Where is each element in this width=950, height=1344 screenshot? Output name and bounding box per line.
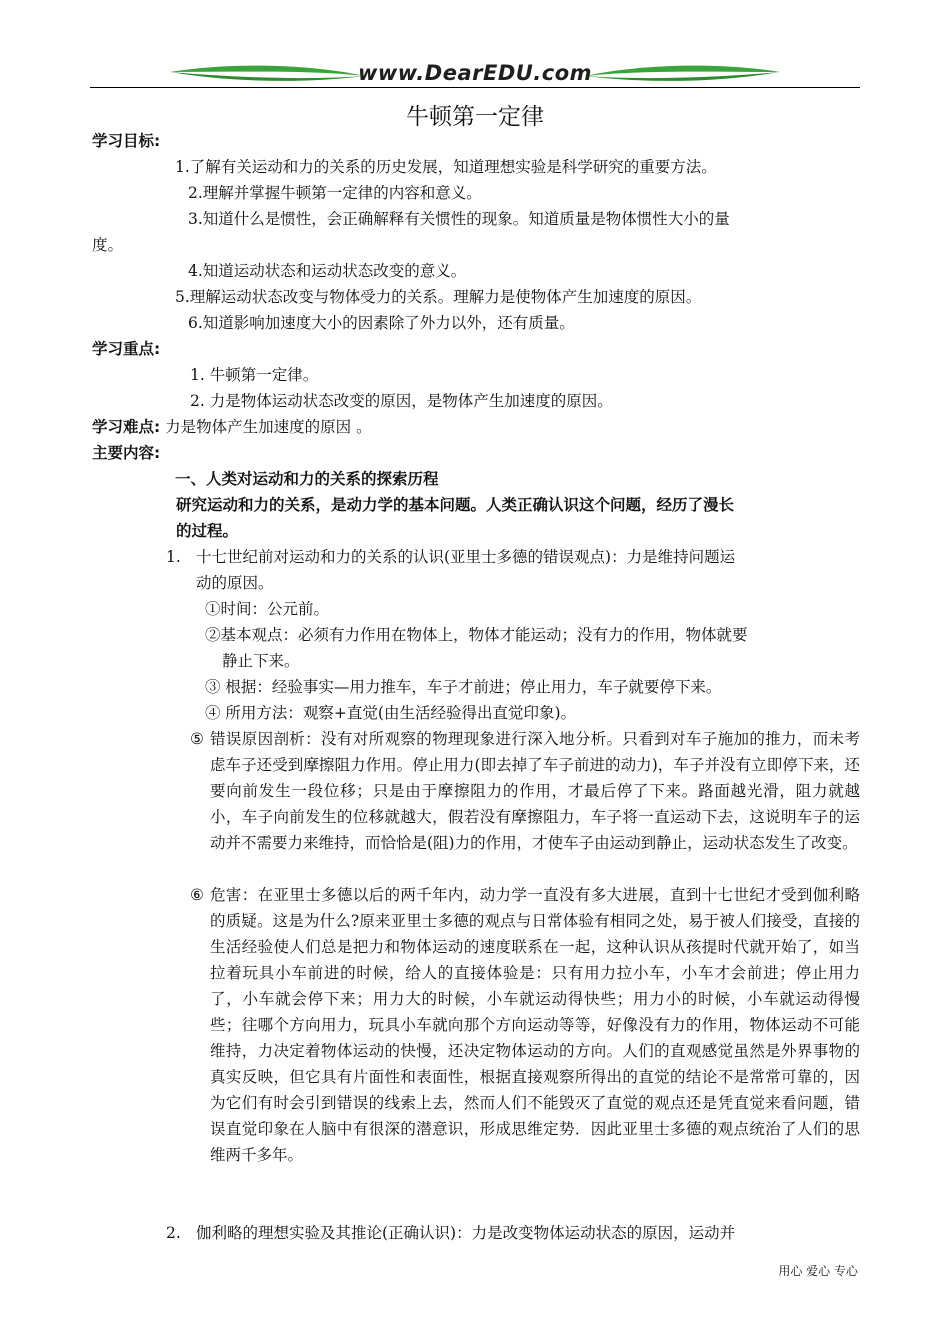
sub5-paragraph: 错误原因剖析：没有对所观察的物理现象进行深入地分析。只看到对车子施加的推力，而未考虑车子还受到摩擦阻力作用。停止用力(即去掉了车子前进的动力)，车子并没有立即停下来，还要向前发生一段位移；只是由于摩擦阻力的作用，才最后停了下来。路面越光滑，阻力就越小，车子向前发生的位移就越大，假若没有摩擦阻力，车子将一直运动下去，这说明车子的运动并不需要力来维持，而恰恰是(阻)力的作用，才使车子由运动到静止，运动状态发生了改变。 bbox=[210, 730, 860, 852]
site-logo-text: www.DearEDU.com bbox=[357, 61, 593, 85]
sub5-marker: ⑤ bbox=[190, 730, 204, 748]
section-heading: 一、人类对运动和力的关系的探索历程 bbox=[175, 470, 439, 488]
goal-item: 5.理解运动状态改变与物体受力的关系。理解力是使物体产生加速度的原因。 bbox=[175, 288, 702, 306]
page-footer: 用心 爱心 专心 bbox=[778, 1264, 858, 1278]
site-header bbox=[90, 58, 860, 90]
goal-item: 度。 bbox=[92, 236, 124, 254]
goals-heading: 学习目标: bbox=[92, 132, 161, 150]
goal-item: 2.理解并掌握牛顿第一定律的内容和意义。 bbox=[188, 184, 482, 202]
sub6-marker: ⑥ bbox=[190, 886, 204, 904]
goals-label: 学习目标 bbox=[92, 132, 155, 150]
key-point-item: 1. 牛顿第一定律。 bbox=[190, 366, 319, 384]
header-rule bbox=[90, 87, 860, 88]
intro-line: 的过程。 bbox=[176, 522, 239, 540]
item1-text-cont: 动的原因。 bbox=[196, 574, 274, 592]
key-point-item: 2. 力是物体运动状态改变的原因，是物体产生加速度的原因。 bbox=[190, 392, 613, 410]
main-label: 主要内容 bbox=[92, 444, 155, 462]
goal-item: 1.了解有关运动和力的关系的历史发展，知道理想实验是科学研究的重要方法。 bbox=[175, 158, 717, 176]
sub-item: ④ 所用方法：观察+直觉(由生活经验得出直觉印象)。 bbox=[205, 704, 577, 722]
goal-item: 6.知道影响加速度大小的因素除了外力以外，还有质量。 bbox=[188, 314, 575, 332]
goal-item: 4.知道运动状态和运动状态改变的意义。 bbox=[188, 262, 467, 280]
difficulty-label: 学习难点 bbox=[92, 418, 155, 436]
intro-line: 研究运动和力的关系，是动力学的基本问题。人类正确认识这个问题，经历了漫长 bbox=[176, 496, 735, 514]
key-points-heading: 学习重点: bbox=[92, 340, 161, 358]
difficulty-text: 力是物体产生加速度的原因 。 bbox=[160, 418, 372, 436]
item1-number: 1. bbox=[166, 548, 181, 566]
goal-item: 3.知道什么是惯性，会正确解释有关惯性的现象。知道质量是物体惯性大小的量 bbox=[188, 210, 730, 228]
sub-item: ②基本观点：必须有力作用在物体上，物体才能运动；没有力的作用，物体就要 bbox=[205, 626, 748, 644]
item2-number: 2. bbox=[166, 1224, 181, 1242]
item2-text: 伽利略的理想实验及其推论(正确认识)：力是改变物体运动状态的原因，运动并 bbox=[196, 1224, 736, 1242]
sub-item: ③ 根据：经验事实—用力推车，车子才前进；停止用力，车子就要停下来。 bbox=[205, 678, 722, 696]
item1-text: 十七世纪前对运动和力的关系的认识(亚里士多德的错误观点)：力是维持问题运 bbox=[196, 548, 736, 566]
main-heading: 主要内容: bbox=[92, 444, 161, 462]
sub-item: ①时间：公元前。 bbox=[205, 600, 330, 618]
key-points-label: 学习重点 bbox=[92, 340, 155, 358]
sub-item-cont: 静止下来。 bbox=[222, 652, 300, 670]
page-title: 牛顿第一定律 bbox=[406, 104, 544, 130]
sub6-paragraph: 危害：在亚里士多德以后的两千年内，动力学一直没有多大进展，直到十七世纪才受到伽利略的质疑。这是为什么?原来亚里士多德的观点与日常体验有相同之处，易于被人们接受，直接的生活经验使人们总是把力和物体运动的速度联系在一起，这种认识从孩提时代就开始了，如当拉着玩具小车前进的时候，给人的直接体验是：只有用力拉小车，小车才会前进；停止用力了，小车就会停下来；用力大的时候，小车就运动得快些；用力小的时候，小车就运动得慢些；往哪个方向用力，玩具小车就向那个方向运动等等，好像没有力的作用，物体运动不可能维持，力决定着物体运动的快慢，还决定物体运动的方向。人们的直观感觉虽然是外界事物的真实反映，但它具有片面性和表面性，根据直接观察所得出的直觉的结论不是常常可靠的，因为它们有时会引到错误的线索上去，然而人们不能毁灭了直觉的观点还是凭直觉来看问题，错误直觉印象在人脑中有很深的潜意识，形成思维定势．因此亚里士多德的观点统治了人们的思维两千多年。 bbox=[210, 886, 860, 1164]
difficulty-row: 学习难点: 力是物体产生加速度的原因 。 bbox=[92, 418, 372, 436]
